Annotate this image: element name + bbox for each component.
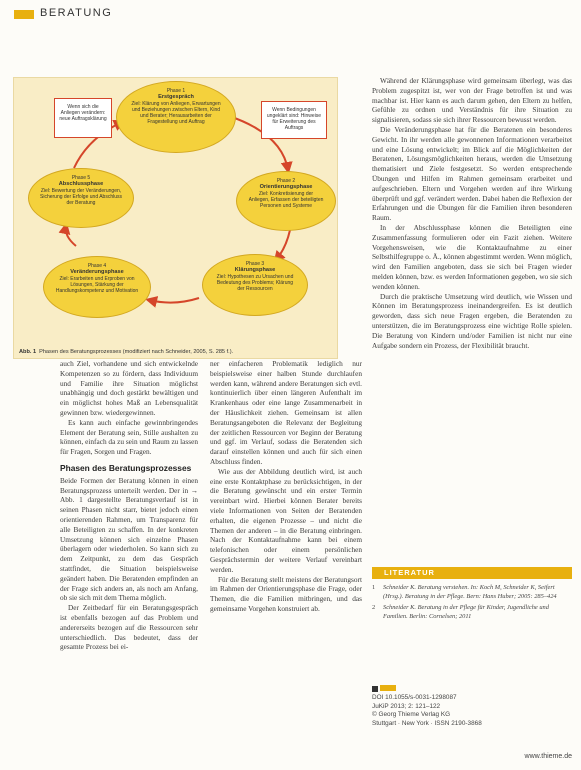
paragraph: In der Abschlussphase können die Beteiligten eine Zusammenfassung formulieren oder ein Fazit ziehen. Weitere Vorgehensweisen, wie die Kontaktaufnahme zu einer Selbsthilfegruppe o. Ä., können abgestimmt werden. Wenn möglich, wird den Familien angeboten, dass sie sich bei Fragen wieder melden können, bzw. es werden Informationen gegeben, wo sie sich wenden können.: [372, 222, 572, 291]
paragraph: Es kann auch einfache gewinnbringendes Element der Beratung sein, Stille aushalten zu können, einfach da zu sein und Raum zu lassen für Fragen, Sorgen und Fragen.: [60, 417, 198, 457]
paragraph: auch Ziel, vorhandene und sich entwickelnde Kompetenzen so zu fördern, dass Individuum und Familie ihre Situation möglichst unabhängig und doch gestärkt bewältigen und ein möglichst hohes Maß an Lebensqualität gewinnen bzw. wiedergewinnen.: [60, 359, 198, 417]
bibliography-marker: [372, 686, 378, 692]
phase-3-title: Phase 3: [245, 261, 265, 267]
phase-2-name: Orientierungsphase: [259, 184, 313, 191]
bibliography-info: [372, 694, 572, 728]
paragraph: Durch die praktische Umsetzung wird deutlich, wie Wissen und Können im Beratungsprozess ineinandergreifen. Es ist deutlich geworden, dass sich neue Fragen ergeben, die Beratenden zu unterstützen, die im Beratungsprozess eine wichtige Rolle spielen. Die Beratung von Kindern und/oder Familien ist nicht nur eine Aufgabe sondern ein Prozess, der Flexibilität braucht.: [372, 291, 572, 350]
paragraph: Während der Klärungsphase wird gemeinsam überlegt, was das Problem zugespitzt ist, wer von der Frage betroffen ist und was machbar ist. Hier kann es auch darum gehen, den Eltern zu helfen, Gefühle zu ordnen und Verständnis für ihre Situation zu signalisieren, sodass sie sich ihrer Ressourcen bewusst werden.: [372, 76, 572, 125]
literature-text: Schneider K. Beratung verstehen. In: Koch M, Schneider K, Seifert (Hrsg.). Beratung in der Pflege. Bern: Hans Huber; 2005: 285–424: [383, 584, 557, 600]
paragraph: Der Zeitbedarf für ein Beratungsgespräch ist ebenfalls bezogen auf das Problem und andererseits bezogen auf die Ressourcen sehr unterschiedlich. Das bedeutet, dass der gesamte Prozess bei ei-: [60, 603, 198, 652]
phase-1-name: Erstgespräch: [158, 94, 194, 101]
section-title: BERATUNG: [40, 7, 113, 19]
phase-5-name: Abschlussphase: [58, 181, 104, 188]
literature-item: [372, 604, 572, 621]
literature-number: 1: [372, 584, 376, 591]
literature-number: 2: [372, 604, 376, 612]
phase-1-text: Ziel: Klärung von Anliegen, Erwartungen und Beziehungen zwischen Eltern, Kind und Berater; Herausarbeiten der Fragestellung und Auftrag: [131, 100, 221, 126]
phase-3-name: Klärungsphase: [234, 267, 276, 274]
literature-item: [372, 584, 572, 601]
bibliography-bar: [380, 685, 396, 691]
arrow-4-5: [66, 226, 76, 246]
text-column-middle: [210, 359, 362, 614]
publisher-line: Stuttgart · New York · ISSN 2190-3868: [372, 719, 482, 727]
phase-4: [43, 256, 151, 318]
arrow-2-3: [276, 230, 290, 260]
phase-1-title: Phase 1: [166, 88, 186, 94]
caption-text: Phasen des Beratungsprozesses (modifiziert nach Schneider, 2005, S. 285 f.).: [39, 349, 234, 355]
note-right: Wenn Bedingungen ungeklärt sind: Hinweise für Erweiterung des Auftrags: [261, 101, 327, 139]
note-left: Wenn sich die Anliegen verändern: neue Auftragsklärung: [54, 98, 112, 138]
caption-label: Abb. 1: [19, 349, 37, 355]
phase-3-text: Ziel: Hypothesen zu Ursachen und Bedeutung des Problems; Klärung der Ressourcen: [216, 273, 294, 293]
section-heading: Phasen des Beratungsprozesses: [60, 462, 192, 473]
phase-4-text: Ziel: Erarbeiten und Erproben von Lösungen, Stärkung der Handlungskompetenz und Motivation: [55, 275, 139, 295]
phase-1: [116, 81, 236, 153]
figure-beratungsprozess: [13, 77, 338, 359]
copyright-line: © Georg Thieme Verlag KG: [372, 711, 451, 719]
paragraph: Beide Formen der Beratung können in einen Beratungsprozess unterteilt werden. Der in → Abb. 1 dargestellte Beratungsverlauf ist in seinen Phasen nicht starr, bietet jedoch einen orientierenden Rahmen, um Transparenz für alle Beteiligten zu schaffen. In der konkreten Umsetzung können sich einzelne Phasen überlagern oder wiederholen. So kann sich zu dem Zeitpunkt, zu dem das Gespräch stattfindet, die Situation beispielsweise geändert haben. Die Beratenden empfinden an der Frage sich anders an, als noch am Anfang, ob sie sich mit dem Thema möglich.: [60, 475, 198, 603]
literature-heading-bar: [372, 567, 572, 579]
section-marker: [14, 10, 34, 19]
phase-4-title: Phase 4: [87, 263, 107, 269]
literature-heading: LITERATUR: [384, 568, 435, 577]
arrow-3-4: [149, 298, 199, 303]
phase-2: [236, 171, 336, 231]
paragraph: Wie aus der Abbildung deutlich wird, ist auch eine erste Kontaktphase zu berücksichtigen, in der die Beratung gewünscht und ein erster Termin vereinbart wird. Hierbei können Berater bereits viele Informationen von Seiten der Beratenden erhalten, die eigenen Prozesse – und nicht die Themen der anderen – in die Beratung einbringen. Nach der Kontaktaufnahme kann bei einem telefonischen oder einem persönlichen Gesprächstermin der weitere Verlauf vereinbart werden.: [210, 466, 362, 574]
paragraph: Für die Beratung stellt meistens der Beratungsort im Rahmen der Orientierungsphase die Frage, oder Themen, die die Familien mitbringen, und das gemeinsame Vorgehen konstruiert ab.: [210, 574, 362, 613]
text-column-right: [372, 76, 572, 350]
phase-3: [202, 254, 308, 316]
phase-4-name: Veränderungsphase: [70, 269, 124, 276]
phase-2-title: Phase 2: [276, 178, 296, 184]
literature-list: [372, 584, 572, 624]
figure-caption: [19, 349, 333, 355]
journal-line: JuKiP 2013; 2: 121–122: [372, 702, 441, 710]
text-column-left: [60, 359, 198, 652]
phase-5-text: Ziel: Bewertung der Veränderungen, Sicherung der Erfolge und Abschluss der Beratung: [40, 187, 122, 207]
paragraph: Die Veränderungsphase hat für die Beratenen ein besonderes Gewicht. In ihr werden alle gewonnenen Informationen verarbeitet und eine Lösung entwickelt; im Blick auf die Möglichkeiten der Beratenen, Lösungsmöglichkeiten heraus, werden die Umsetzung thematisiert und Ziele festgesetzt. So werden entsprechende Übungen und Hilfen im Rahmen gemeinsam erarbeitet und aufgeschrieben. Eltern und Vorgehen werden auf ihre Wirkung überprüft und ggf. verändert werden. Dabei haben die Reflexion der Erfahrungen und die Übungen für die Familien ihren besonderen Raum.: [372, 124, 572, 223]
phase-5: [28, 168, 134, 228]
phase-5-title: Phase 5: [71, 175, 91, 181]
page-header: [0, 0, 581, 24]
paragraph: ner einfacheren Problematik lediglich nur beispielsweise einer halben Stunde durchlaufen werden kann, während andere Beratungen sich evtl. kontinuierlich über einen längeren Aufenthalt im Krankenhaus oder eine lange Zusammenarbeit in der Häuslichkeit ziehen. Gemeinsam ist allen Beratungsangeboten die Relevanz der Begleitung der zeitlichen Ressourcen vor Beginn der Beratung und ggf. im Verlauf, sodass die Beratenden sich darauf einstellen können und auch für sich einen Abschluss finden.: [210, 359, 362, 466]
doi-line[interactable]: DOI 10.1055/s-0031-1298087: [372, 694, 457, 701]
literature-text: Schneider K. Beratung in der Pflege für Kinder, Jugendliche und Familien. Berlin: Cornelsen; 2011: [383, 604, 549, 620]
publisher-url[interactable]: www.thieme.de: [524, 753, 572, 760]
phase-2-text: Ziel: Konkretisierung der Anliegen, Erfassen der beteiligten Personen und Systeme: [248, 190, 324, 210]
